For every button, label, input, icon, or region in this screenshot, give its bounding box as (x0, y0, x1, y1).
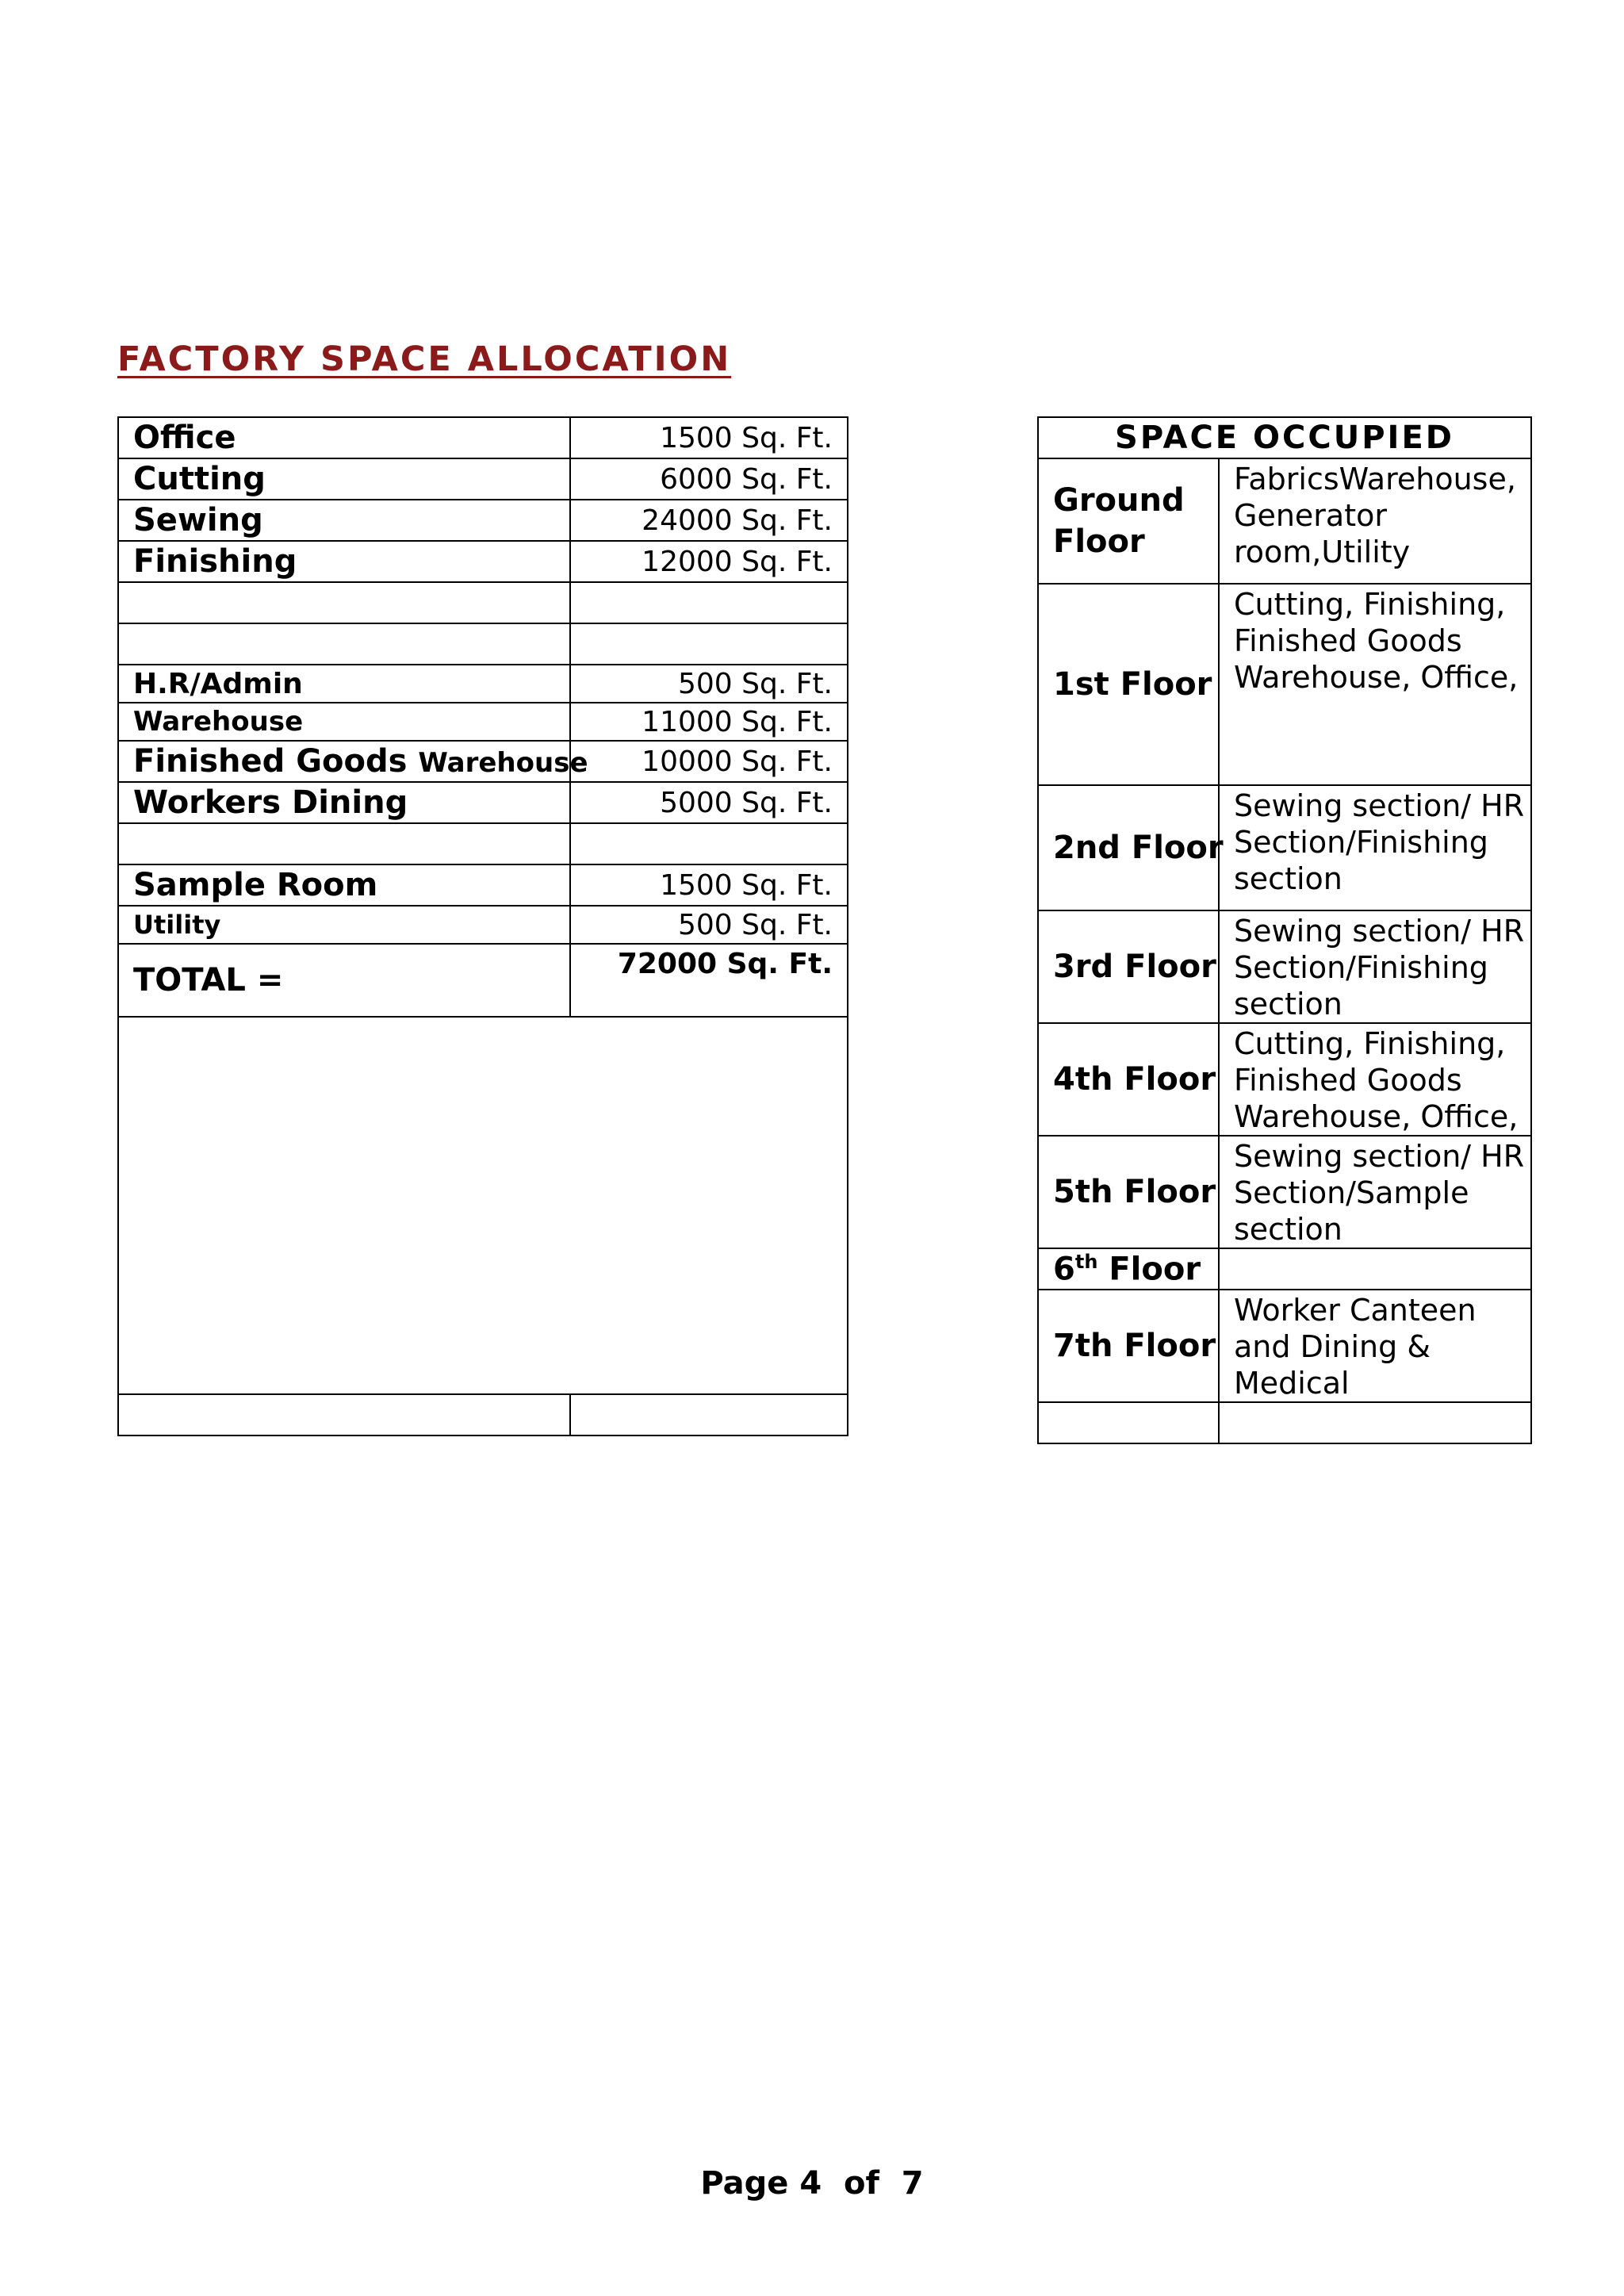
table-row (118, 823, 848, 864)
table-row (1038, 910, 1531, 1023)
floor-description: Cutting, Finishing, Finished Goods Warehouse, Office, (1219, 1023, 1531, 1136)
table-row (1038, 1290, 1531, 1402)
page-number: Page 4 of 7 (700, 2165, 924, 2202)
floor-label (1038, 1248, 1219, 1290)
floor-description (1219, 1248, 1531, 1290)
page-title: FACTORY SPACE ALLOCATION (117, 339, 732, 379)
table-row (118, 417, 848, 458)
area-name: Workers Dining (118, 782, 570, 823)
area-value: 5000 Sq. Ft. (570, 782, 848, 823)
floor-label: Ground Floor (1038, 458, 1219, 584)
table-row (118, 782, 848, 823)
table-row (118, 582, 848, 623)
table-row (1038, 1402, 1531, 1443)
area-name: Sewing (118, 500, 570, 541)
total-label: TOTAL = (118, 944, 570, 1017)
blank-area-row (118, 1017, 848, 1394)
area-value: 1500 Sq. Ft. (570, 417, 848, 458)
table-row (118, 458, 848, 500)
floor-word: Floor (1097, 1251, 1201, 1288)
area-value: 10000 Sq. Ft. (570, 741, 848, 782)
floor-description: Sewing section/ HR Section/Sample section (1219, 1136, 1531, 1248)
area-name: Utility (118, 906, 570, 944)
area-name (118, 623, 570, 665)
floor-label: 7th Floor (1038, 1290, 1219, 1402)
floor-label: 2nd Floor (1038, 785, 1219, 910)
area-value: 12000 Sq. Ft. (570, 541, 848, 582)
table-row (1038, 584, 1531, 785)
area-value: 500 Sq. Ft. (570, 665, 848, 703)
floor-label: 1st Floor (1038, 584, 1219, 785)
floor-description: Cutting, Finishing, Finished Goods Warehouse, Office, (1219, 584, 1531, 785)
area-name: Sample Room (118, 864, 570, 906)
blank-cell (570, 1394, 848, 1435)
area-name: H.R/Admin (118, 665, 570, 703)
table-header: SPACE OCCUPIED (1038, 417, 1531, 458)
table-row (1038, 458, 1531, 584)
area-value (570, 582, 848, 623)
area-name-suffix: Warehouse (418, 747, 588, 779)
floor-description: FabricsWarehouse, Generator room,Utility (1219, 458, 1531, 584)
area-name (118, 823, 570, 864)
table-header-row (1038, 417, 1531, 458)
total-value: 72000 Sq. Ft. (570, 944, 848, 1017)
area-value: 500 Sq. Ft. (570, 906, 848, 944)
table-row (1038, 1023, 1531, 1136)
blank-cell (118, 1394, 570, 1435)
area-name (118, 741, 588, 782)
space-allocation-table (117, 416, 848, 1436)
table-row (1038, 1136, 1531, 1248)
blank-cell (1038, 1402, 1219, 1443)
area-value (570, 623, 848, 665)
floor-ordinal: th (1074, 1250, 1098, 1273)
table-row (118, 1394, 848, 1435)
table-row (118, 541, 848, 582)
floor-label: 4th Floor (1038, 1023, 1219, 1136)
area-name (118, 582, 570, 623)
floor-description: Sewing section/ HR Section/Finishing section (1219, 910, 1531, 1023)
table-row (1038, 785, 1531, 910)
table-row (118, 703, 848, 741)
total-row (118, 944, 848, 1017)
area-name-main: Finished Goods (133, 743, 408, 780)
floor-label: 3rd Floor (1038, 910, 1219, 1023)
blank-cell (118, 1017, 848, 1394)
area-name: Office (118, 417, 570, 458)
area-value: 1500 Sq. Ft. (570, 864, 848, 906)
table-row (118, 623, 848, 665)
blank-cell (1219, 1402, 1531, 1443)
area-value (570, 823, 848, 864)
floor-label: 5th Floor (1038, 1136, 1219, 1248)
table-row (118, 741, 848, 782)
space-occupied-table (1037, 416, 1532, 1444)
floor-description: Sewing section/ HR Section/Finishing section (1219, 785, 1531, 910)
area-name: Finishing (118, 541, 570, 582)
floor-description: Worker Canteen and Dining & Medical (1219, 1290, 1531, 1402)
area-value: 6000 Sq. Ft. (570, 458, 848, 500)
table-row (118, 864, 848, 906)
area-name: Cutting (118, 458, 570, 500)
area-name: Warehouse (118, 703, 570, 741)
table-row (118, 906, 848, 944)
table-row (118, 665, 848, 703)
floor-number: 6 (1053, 1251, 1075, 1288)
table-row (1038, 1248, 1531, 1290)
area-value: 24000 Sq. Ft. (570, 500, 848, 541)
table-row (118, 500, 848, 541)
area-value: 11000 Sq. Ft. (570, 703, 848, 741)
